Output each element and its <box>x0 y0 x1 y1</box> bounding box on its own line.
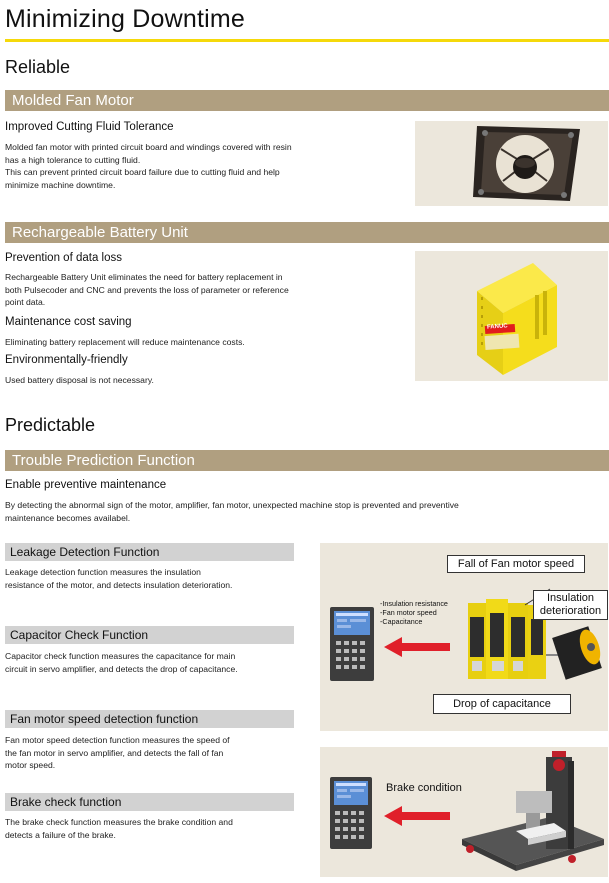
fan-motor-illustration <box>415 121 608 206</box>
band-rechargeable-battery-unit: Rechargeable Battery Unit <box>5 222 609 243</box>
battery-line: point data. <box>5 297 46 308</box>
fan-motor-description <box>5 141 405 191</box>
battery-line: Rechargeable Battery Unit eliminates the need for battery replacement in <box>5 272 283 282</box>
trouble-prediction-diagram <box>320 543 608 731</box>
battery-subheading-data-loss: Prevention of data loss <box>5 252 122 264</box>
function-line: resistance of the motor, and detects insulation deterioration. <box>5 579 233 590</box>
trouble-line: By detecting the abnormal sign of the motor, amplifier, fan motor, unexpected machine stop is prevented and preventive <box>5 500 459 510</box>
brake-check-diagram <box>320 747 608 877</box>
battery-line: Eliminating battery replacement will reduce maintenance costs. <box>5 337 245 347</box>
function-title-fan-speed: Fan motor speed detection function <box>5 710 294 728</box>
battery-unit-illustration <box>415 251 608 381</box>
band-trouble-prediction: Trouble Prediction Function <box>5 450 609 471</box>
measured-item: -Fan motor speed <box>380 608 437 617</box>
function-line: circuit in servo amplifier, and detects the drop of capacitance. <box>5 663 238 674</box>
battery-unit-photo <box>415 251 608 381</box>
battery-subheading-cost: Maintenance cost saving <box>5 316 132 328</box>
trouble-description <box>5 499 605 524</box>
fan-motor-line: This can prevent printed circuit board failure due to cutting fluid and help <box>5 167 280 178</box>
callout-fan-speed: Fall of Fan motor speed <box>447 555 585 573</box>
function-text-fan-speed <box>5 734 305 772</box>
fan-motor-photo <box>415 121 608 206</box>
fanuc-logo: FANUC <box>486 323 508 331</box>
title-underline <box>5 39 609 42</box>
battery-subheading-environment: Environmentally-friendly <box>5 354 128 366</box>
fan-motor-subheading: Improved Cutting Fluid Tolerance <box>5 121 174 133</box>
page-title: Minimizing Downtime <box>5 5 245 33</box>
battery-data-loss-text <box>5 271 405 309</box>
battery-cost-text <box>5 336 405 349</box>
function-line: detects a failure of the brake. <box>5 829 116 840</box>
measured-items-list <box>380 599 448 626</box>
function-text-capacitor <box>5 650 305 675</box>
trouble-subheading: Enable preventive maintenance <box>5 479 167 491</box>
function-line: Leakage detection function measures the insulation <box>5 567 201 577</box>
function-text-brake <box>5 816 305 841</box>
section-heading-predictable: Predictable <box>5 415 96 435</box>
function-text-leakage <box>5 566 305 591</box>
function-title-capacitor: Capacitor Check Function <box>5 626 294 644</box>
function-line: Capacitor check function measures the capacitance for main <box>5 651 236 661</box>
function-line: The brake check function measures the brake condition and <box>5 817 233 827</box>
measured-item: -Insulation resistance <box>380 599 448 608</box>
callout-insulation-line: deterioration <box>539 605 602 617</box>
function-title-leakage: Leakage Detection Function <box>5 543 294 561</box>
function-line: the fan motor in servo amplifier, and detects the fall of fan <box>5 747 224 758</box>
band-molded-fan-motor: Molded Fan Motor <box>5 90 609 111</box>
function-title-brake: Brake check function <box>5 793 294 811</box>
brake-condition-label: Brake condition <box>386 782 462 794</box>
fan-motor-line: Molded fan motor with printed circuit board and windings covered with resin <box>5 142 292 152</box>
brake-illustration <box>320 747 608 877</box>
section-heading-reliable: Reliable <box>5 57 71 77</box>
fan-motor-line: has a high tolerance to cutting fluid. <box>5 154 141 165</box>
callout-capacitance: Drop of capacitance <box>433 694 571 714</box>
function-line: motor speed. <box>5 760 56 771</box>
fan-motor-line: minimize machine downtime. <box>5 179 116 190</box>
battery-line: both Pulsecoder and CNC and prevents the loss of parameter or reference <box>5 284 289 295</box>
function-line: Fan motor speed detection function measures the speed of <box>5 735 230 745</box>
battery-line: Used battery disposal is not necessary. <box>5 375 154 385</box>
callout-insulation <box>533 590 608 620</box>
measured-item: -Capacitance <box>380 617 423 626</box>
callout-insulation-line: Insulation <box>546 592 595 604</box>
trouble-line: maintenance becomes availabel. <box>5 512 131 523</box>
battery-environment-text <box>5 374 405 387</box>
